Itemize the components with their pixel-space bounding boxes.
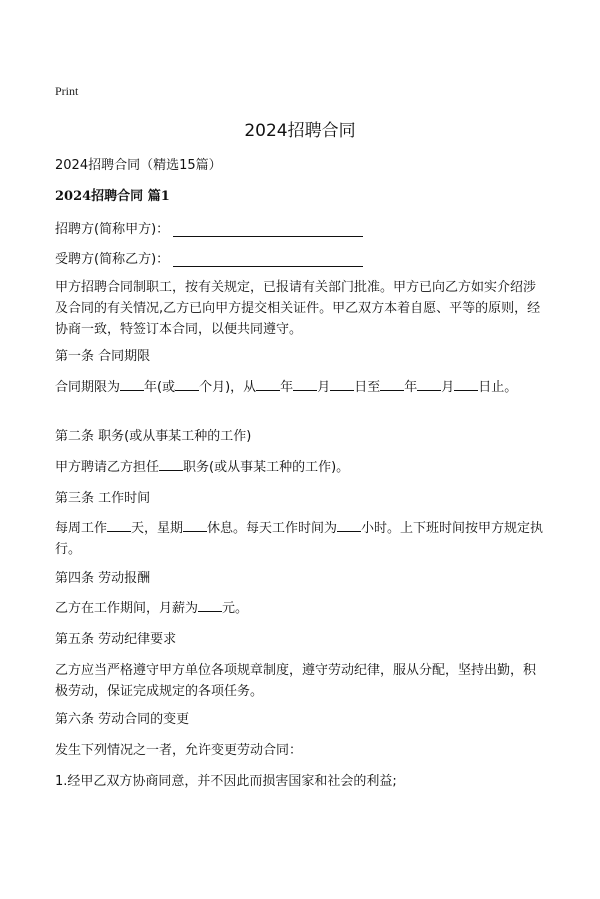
blank-field <box>337 518 361 532</box>
party-a-label: 招聘方(简称甲方)： <box>55 222 170 237</box>
article-6-item-1: 1.经甲乙双方协商同意，并不因此而损害国家和社会的利益; <box>55 774 397 789</box>
blank-field <box>454 377 478 391</box>
article-1-text: 合同期限为 年(或 个月)，从 年 月 日至 年 月 日止。 <box>55 377 545 398</box>
article-3-text: 每周工作 天，星期 休息。每天工作时间为 小时。上下班时间按甲方规定执行。 <box>55 518 545 560</box>
blank-field <box>417 377 441 391</box>
article-3-title: 第三条 工作时间 <box>55 491 151 506</box>
article-2-title: 第二条 职务(或从事某工种的工作) <box>55 429 252 444</box>
party-b-blank <box>173 252 363 267</box>
blank-field <box>107 518 131 532</box>
article-1-title: 第一条 合同期限 <box>55 349 151 364</box>
blank-field <box>120 377 144 391</box>
intro-paragraph: 甲方招聘合同制职工，按有关规定，已报请有关部门批准。甲方已向乙方如实介绍涉及合同的有关情况,乙方已向甲方提交相关证件。甲乙双方本着自愿、平等的原则，经协商一致，特签订本合同，以便共同遵守。 <box>55 280 541 337</box>
article-4-text: 乙方在工作期间，月薪为 元。 <box>55 598 545 619</box>
blank-field <box>198 598 222 612</box>
blank-field <box>159 457 183 471</box>
article-6-text: 发生下列情况之一者，允许变更劳动合同： <box>55 743 303 758</box>
article-4-title: 第四条 劳动报酬 <box>55 571 151 586</box>
article-6-title: 第六条 劳动合同的变更 <box>55 712 190 727</box>
article-5-title: 第五条 劳动纪律要求 <box>55 632 177 647</box>
blank-field <box>330 377 354 391</box>
section-title: 2024招聘合同 篇1 <box>55 189 170 204</box>
document-subtitle: 2024招聘合同（精选15篇） <box>55 158 222 173</box>
party-b-label: 受聘方(简称乙方)： <box>55 252 170 267</box>
article-5-text: 乙方应当严格遵守甲方单位各项规章制度，遵守劳动纪律，服从分配，坚持出勤，积极劳动，保证完成规定的各项任务。 <box>55 663 537 699</box>
document-title: 2024招聘合同 <box>244 121 356 141</box>
blank-field <box>293 377 317 391</box>
blank-field <box>183 518 207 532</box>
article-2-text: 甲方聘请乙方担任 职务(或从事某工种的工作)。 <box>55 457 545 478</box>
party-b-row <box>55 248 363 267</box>
print-link[interactable]: Print <box>55 84 79 98</box>
blank-field <box>175 377 199 391</box>
blank-field <box>256 377 280 391</box>
party-a-blank <box>173 222 363 237</box>
party-a-row <box>55 218 363 237</box>
blank-field <box>380 377 404 391</box>
